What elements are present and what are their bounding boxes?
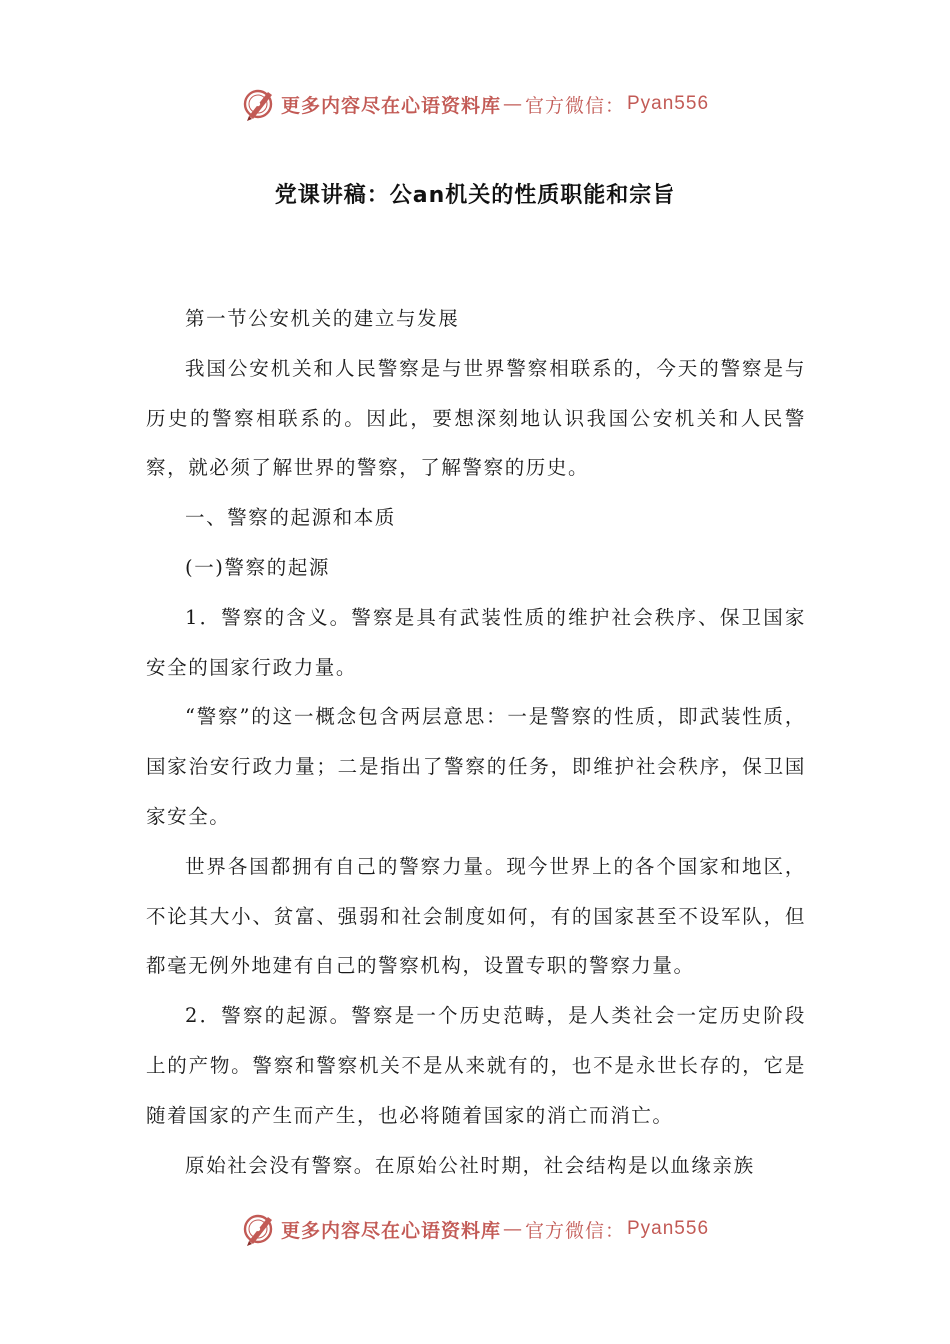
banner-wechat-id: Pyan556 xyxy=(627,93,710,114)
banner-brand-text: 更多内容尽在心语资料库 xyxy=(280,1219,501,1242)
body-paragraph: 世界各国都拥有自己的警察力量。现今世界上的各个国家和地区，不论其大小、贫富、强弱和社会制度如何，有的国家甚至不设军队，但都毫无例外地建有自己的警察机构，设置专职的警察力量。 xyxy=(146,854,806,978)
document-title: 党课讲稿：公an机关的性质职能和宗旨 xyxy=(274,183,676,208)
banner-wechat-id: Pyan556 xyxy=(627,1218,710,1239)
banner-wechat-label: 官方微信： xyxy=(524,94,625,117)
footer-banner xyxy=(0,1209,950,1249)
sub-subsection-heading: (一)警察的起源 xyxy=(185,555,331,579)
header-banner xyxy=(0,84,950,124)
body-paragraph: 我国公安机关和人民警察是与世界警察相联系的，今天的警察是与历史的警察相联系的。因此，要想深刻地认识我国公安机关和人民警察，就必须了解世界的警察，了解警察的历史。 xyxy=(146,356,806,480)
banner-wechat-label: 官方微信： xyxy=(524,1219,625,1242)
section-heading: 第一节公安机关的建立与发展 xyxy=(185,307,460,330)
body-paragraph: “警察”的这一概念包含两层意思：一是警察的性质，即武装性质，国家治安行政力量；二是指出了警察的任务，即维护社会秩序，保卫国家安全。 xyxy=(146,705,806,828)
body-paragraph: 2．警察的起源。警察是一个历史范畴，是人类社会一定历史阶段上的产物。警察和警察机关不是从来就有的，也不是永世长存的，它是随着国家的产生而产生，也必将随着国家的消亡而消亡。 xyxy=(146,1004,806,1127)
banner-dash: — xyxy=(502,1218,523,1240)
subsection-heading: 一、警察的起源和本质 xyxy=(185,506,397,530)
body-paragraph: 原始社会没有警察。在原始公社时期，社会结构是以血缘亲族 xyxy=(185,1153,755,1177)
pen-circle-logo-icon xyxy=(241,86,277,122)
body-paragraph: 1．警察的含义。警察是具有武装性质的维护社会秩序、保卫国家安全的国家行政力量。 xyxy=(146,605,806,679)
banner-dash: — xyxy=(502,93,523,115)
banner-brand-text: 更多内容尽在心语资料库 xyxy=(280,94,501,117)
pen-circle-logo-icon xyxy=(241,1211,277,1247)
document-body xyxy=(146,294,806,1190)
